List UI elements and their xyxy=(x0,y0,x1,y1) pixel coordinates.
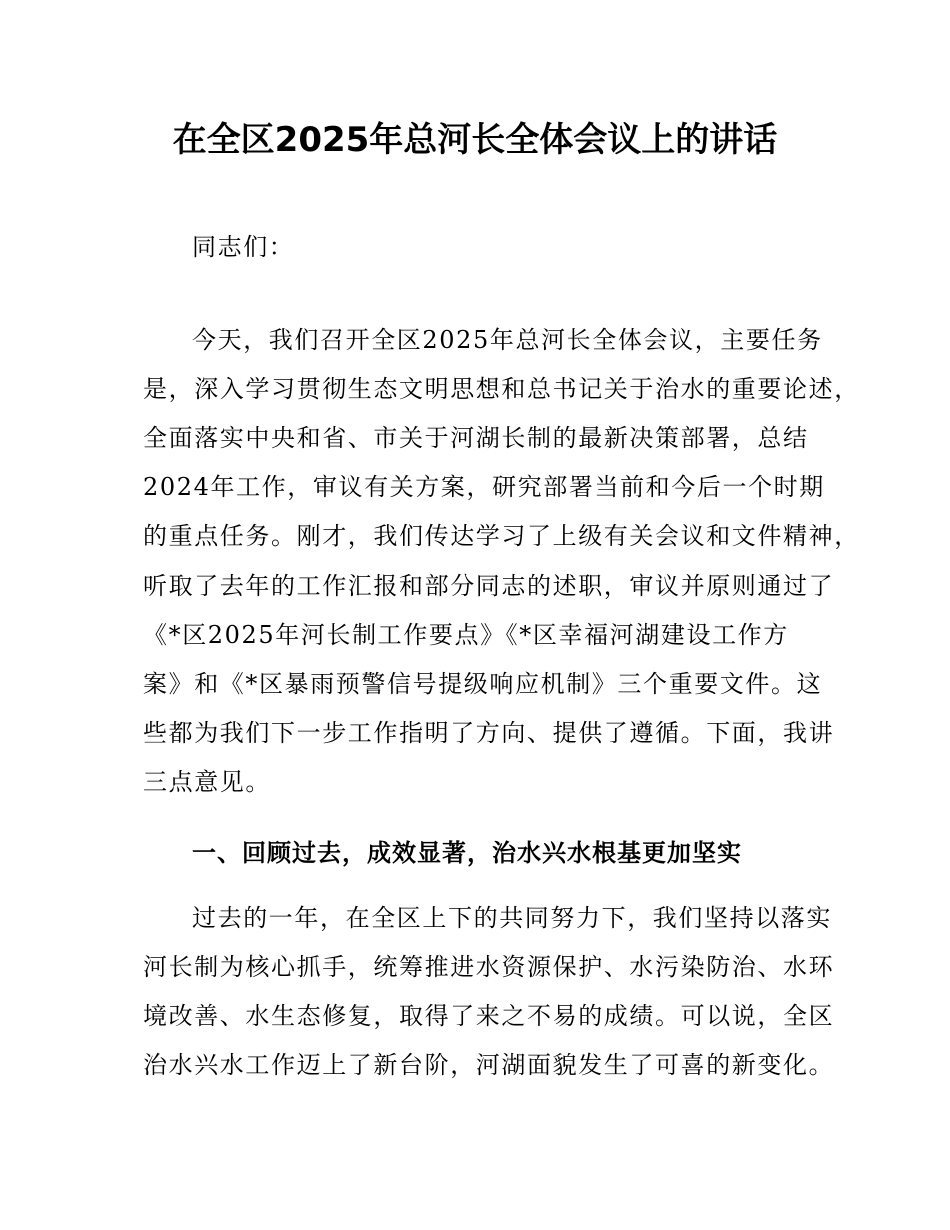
paragraph-line: 2024年工作，审议有关方案，研究部署当前和今后一个时期 xyxy=(143,473,825,501)
paragraph-line: 些都为我们下一步工作指明了方向、提供了遵循。下面，我讲 xyxy=(143,719,835,747)
document-title: 在全区2025年总河长全体会议上的讲话 xyxy=(172,120,778,160)
paragraph-line: 治水兴水工作迈上了新台阶，河湖面貌发生了可喜的新变化。 xyxy=(143,1051,835,1079)
paragraph-line: 境改善、水生态修复，取得了来之不易的成绩。可以说，全区 xyxy=(143,1002,835,1030)
paragraph-line: 《*区2025年河长制工作要点》《*区幸福河湖建设工作方 xyxy=(143,621,789,649)
paragraph-line: 是，深入学习贯彻生态文明思想和总书记关于治水的重要论述， xyxy=(143,375,860,403)
salutation: 同志们： xyxy=(192,233,295,261)
paragraph-line: 过去的一年，在全区上下的共同努力下，我们坚持以落实 xyxy=(192,904,832,932)
paragraph-line: 的重点任务。刚才，我们传达学习了上级有关会议和文件精神， xyxy=(143,522,860,550)
paragraph-line: 听取了去年的工作汇报和部分同志的述职，审议并原则通过了 xyxy=(143,572,835,600)
paragraph-line: 案》和《*区暴雨预警信号提级响应机制》三个重要文件。这 xyxy=(143,670,823,698)
paragraph-line: 全面落实中央和省、市关于河湖长制的最新决策部署，总结 xyxy=(143,424,809,452)
paragraph-line: 三点意见。 xyxy=(143,768,271,796)
paragraph-line: 今天，我们召开全区2025年总河长全体会议，主要任务 xyxy=(192,326,823,354)
section-heading: 一、回顾过去，成效显著，治水兴水根基更加坚实 xyxy=(192,839,742,867)
paragraph-line: 河长制为核心抓手，统筹推进水资源保护、水污染防治、水环 xyxy=(143,953,835,981)
